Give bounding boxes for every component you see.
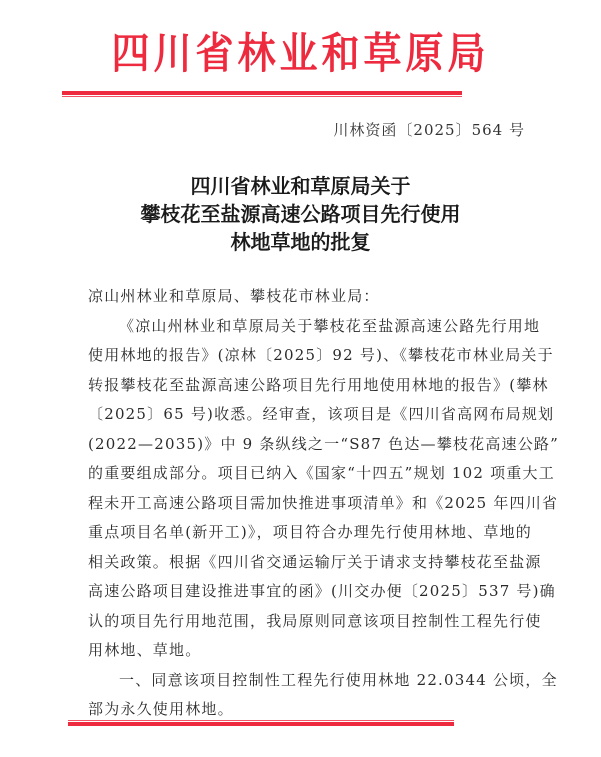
divider-thick-line [62, 91, 462, 95]
paragraph-line: 转报攀枝花至盐源高速公路项目先行用地使用林地的报告》(攀林 [88, 375, 549, 394]
paragraph-line: 相关政策。根据《四川省交通运输厅关于请求支持攀枝花至盐源 [88, 552, 542, 571]
paragraph-2 [88, 666, 558, 696]
paragraph-1 [88, 312, 541, 342]
paragraph-line: 程未开工高速公路项目需加快推进事项清单》和《2025 年四川省 [88, 493, 559, 512]
divider-thin-line [68, 720, 454, 721]
addressee: 凉山州林业和草原局、攀枝花市林业局： [88, 287, 380, 305]
paragraph-line: 高速公路项目建设推进事宜的函》(川交办便〔2025〕537 号)确 [88, 582, 556, 600]
document-title [0, 172, 601, 256]
title-line-1: 四川省林业和草原局关于 [190, 174, 411, 198]
paragraph-line: 部为永久使用林地。 [88, 700, 234, 718]
paragraph-line: 用林地、草地。 [88, 641, 202, 659]
divider-thick-line [68, 722, 454, 726]
paragraph-line: 的重要组成部分。项目已纳入《国家“十四五”规划 102 项重大工 [88, 464, 555, 482]
paragraph-line: 认的项目先行用地范围，我局原则同意该项目控制性工程先行使 [88, 611, 542, 630]
paragraph-line: 使用林地的报告》(凉林〔2025〕92 号)、《攀枝花市林业局关于 [88, 346, 554, 364]
document-number: 川林资函〔2025〕564 号 [333, 121, 525, 139]
paragraph-line: (2022—2035)》中 9 条纵线之一“S87 色达—攀枝花高速公路” [88, 434, 560, 453]
paragraph-1-cont [88, 341, 560, 666]
divider-thin-line [62, 96, 462, 97]
title-line-2: 攀枝花至盐源高速公路项目先行使用 [140, 202, 461, 226]
paragraph-line: 一、同意该项目控制性工程先行使用林地 22.0344 公顷，全 [119, 670, 558, 689]
footer-divider [68, 720, 454, 726]
masthead-title: 四川省林业和草原局 [111, 27, 490, 79]
paragraph-line: 《凉山州林业和草原局关于攀枝花至盐源高速公路先行用地 [119, 316, 541, 335]
masthead-divider [62, 91, 462, 97]
document-body [88, 282, 560, 725]
title-line-3: 林地草地的批复 [230, 230, 371, 254]
paragraph-line: 重点项目名单(新开工)》，项目符合办理先行使用林地、草地的 [88, 523, 533, 541]
paragraph-line: 〔2025〕65 号)收悉。经审查，该项目是《四川省高网布局规划 [88, 405, 555, 423]
